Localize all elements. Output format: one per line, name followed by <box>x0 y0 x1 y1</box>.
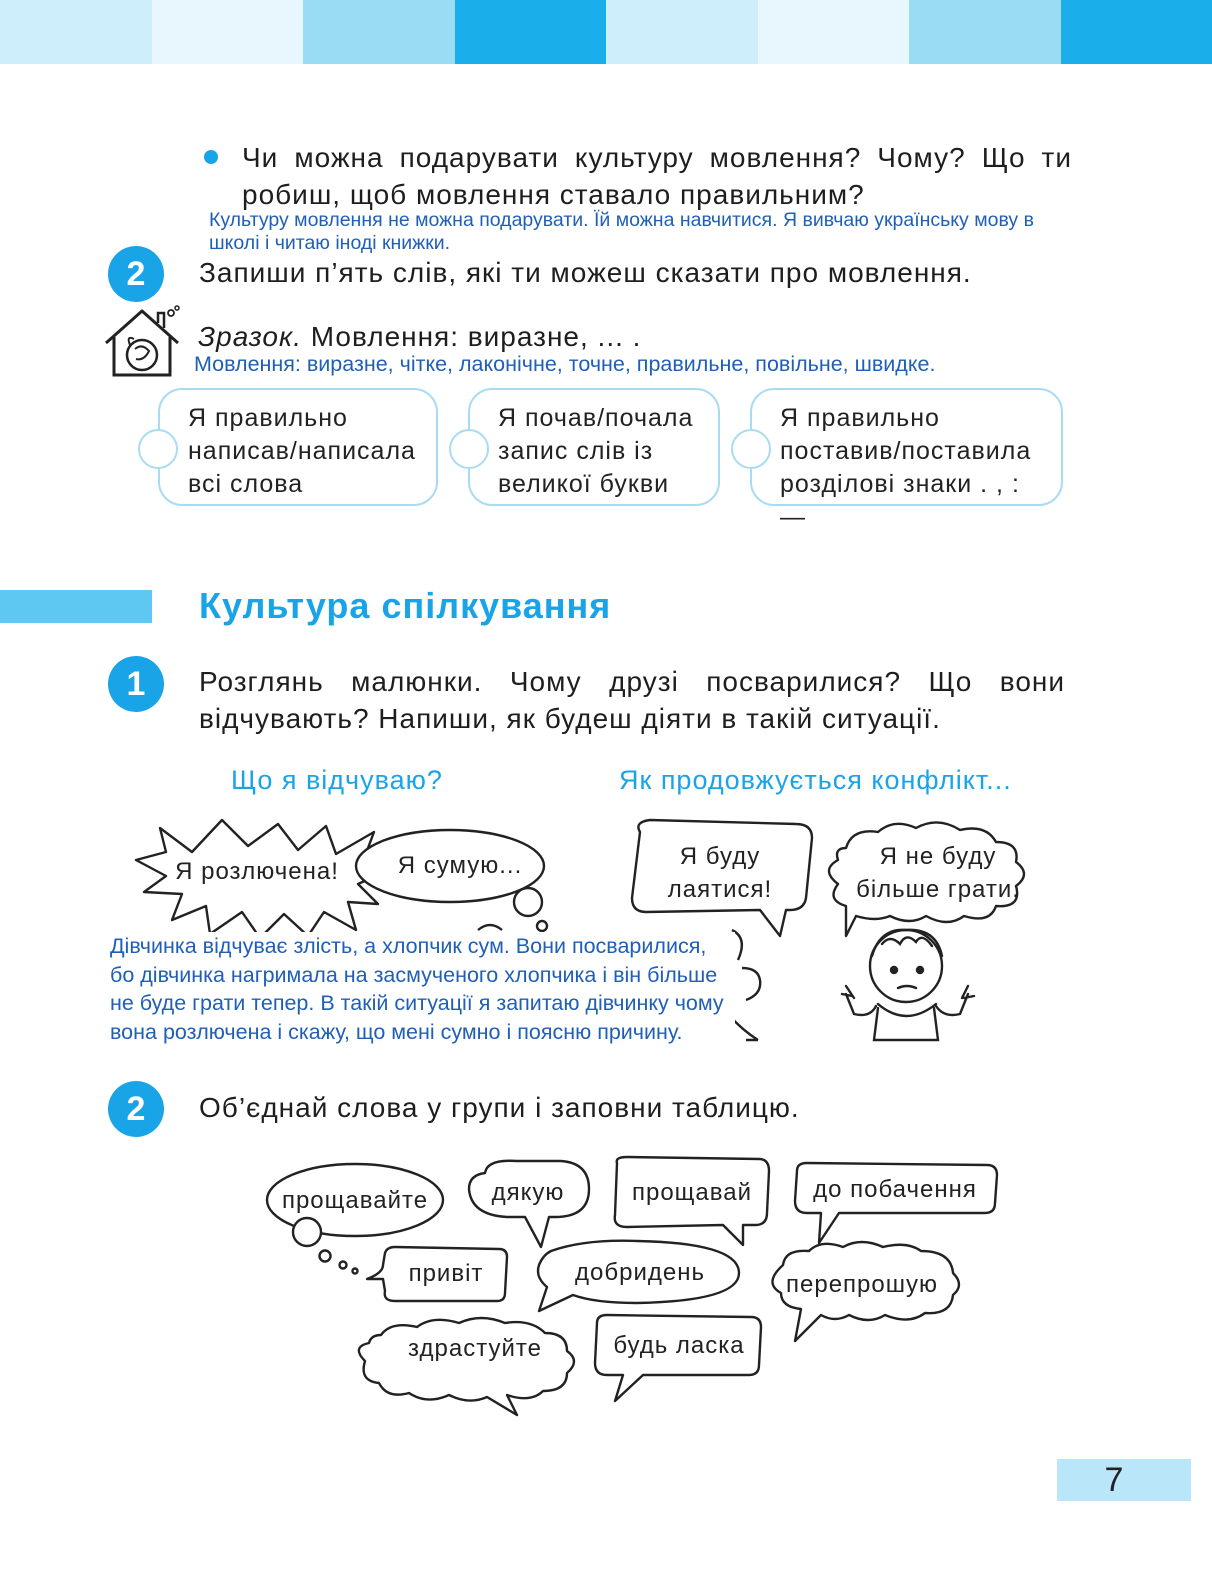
section-title: Культура спілкування <box>199 585 612 626</box>
checklist-text: Я правильно написав/написала всі слова <box>188 404 416 498</box>
word-bubble: добридень <box>575 1259 705 1286</box>
task-instruction: Розглянь малюнки. Чому друзі посварилися? Що вони відчувають? Напиши, як будеш діяти в такій ситуації. <box>199 666 1065 734</box>
house-hint-icon <box>100 305 184 381</box>
bubble-sad: Я сумую... <box>397 852 523 879</box>
bullet-question: Чи можна подарувати культуру мовлення? Чому? Що ти робиш, щоб мовлення ставало правильним? <box>242 142 1072 210</box>
bullet-dot-icon <box>204 150 218 164</box>
example-answer: Мовлення: виразне, чітке, лаконічне, точне, правильне, повільне, швидке. <box>194 352 936 376</box>
top-bar-segment <box>455 0 607 64</box>
thought-dot <box>478 925 502 930</box>
checklist-text: Я почав/почала запис слів із великої букви <box>498 404 694 498</box>
word-bubble: будь ласка <box>613 1332 745 1359</box>
task-number-badge: 2 <box>108 1081 164 1137</box>
task-number-badge: 1 <box>108 656 164 712</box>
top-bar-segment <box>0 0 152 64</box>
subheading-feelings: Що я відчуваю? <box>231 765 443 795</box>
top-bar-segment <box>909 0 1061 64</box>
checklist-checkbox[interactable] <box>449 429 489 469</box>
checklist-checkbox[interactable] <box>138 429 178 469</box>
section-marker-bar <box>0 590 152 623</box>
bubble-will-swear: Я буду лаятися! <box>667 843 773 903</box>
checklist-card <box>468 388 720 506</box>
character-boy <box>842 930 974 1040</box>
task1-answer: Дівчинка відчуває злість, а хлопчик сум. Вони посварилися, бо дівчинка нагримала на засмученого хлопчика і він більше не буде грати тепер. В такій ситуації я запитаю дівчинку чому вона розлючена і скажу, що мені сумно і поясню причину. <box>110 932 735 1046</box>
word-bubble: дякую <box>491 1179 565 1206</box>
bubble-wont-play: Я не буду більше грати. <box>856 843 1020 903</box>
word-bubble: привіт <box>408 1260 484 1287</box>
thought-dot <box>514 888 542 916</box>
page-number: 7 <box>1104 1461 1124 1499</box>
word-bubble: до побачення <box>813 1176 977 1203</box>
top-bar-segment <box>758 0 910 64</box>
top-bar-segment <box>1061 0 1212 64</box>
thought-dot <box>537 921 547 931</box>
task-instruction: Об’єднай слова у групи і заповни таблицю. <box>199 1092 800 1123</box>
word-bubble: перепрошую <box>786 1271 938 1298</box>
top-bar-segment <box>606 0 758 64</box>
checklist-text: Я правильно поставив/поставила розділові знаки . , : — <box>780 404 1032 531</box>
top-bar-segment <box>152 0 304 64</box>
top-color-bar <box>0 0 1212 64</box>
word-bubble: прощавай <box>631 1179 753 1206</box>
task-instruction: Запиши п’ять слів, які ти можеш сказати про мовлення. <box>199 257 972 288</box>
checklist-card <box>750 388 1063 531</box>
checklist-checkbox[interactable] <box>731 429 771 469</box>
example-label: Зразок. <box>198 321 302 352</box>
checklist-card <box>158 388 438 506</box>
subheading-conflict: Як продовжується конфлікт... <box>619 765 1012 795</box>
task-number-badge: 2 <box>108 246 164 302</box>
word-bubble: здрастуйте <box>408 1335 542 1362</box>
bullet-answer: Культуру мовлення не можна подарувати. Їй можна навчитися. Я вивчаю українську мову в школі і читаю іноді книжки. <box>209 209 1034 254</box>
word-bubble: прощавайте <box>281 1187 429 1214</box>
example-text: Мовлення: виразне, ... . <box>310 321 642 352</box>
bubble-angry: Я розлючена! <box>175 858 339 885</box>
top-bar-segment <box>303 0 455 64</box>
